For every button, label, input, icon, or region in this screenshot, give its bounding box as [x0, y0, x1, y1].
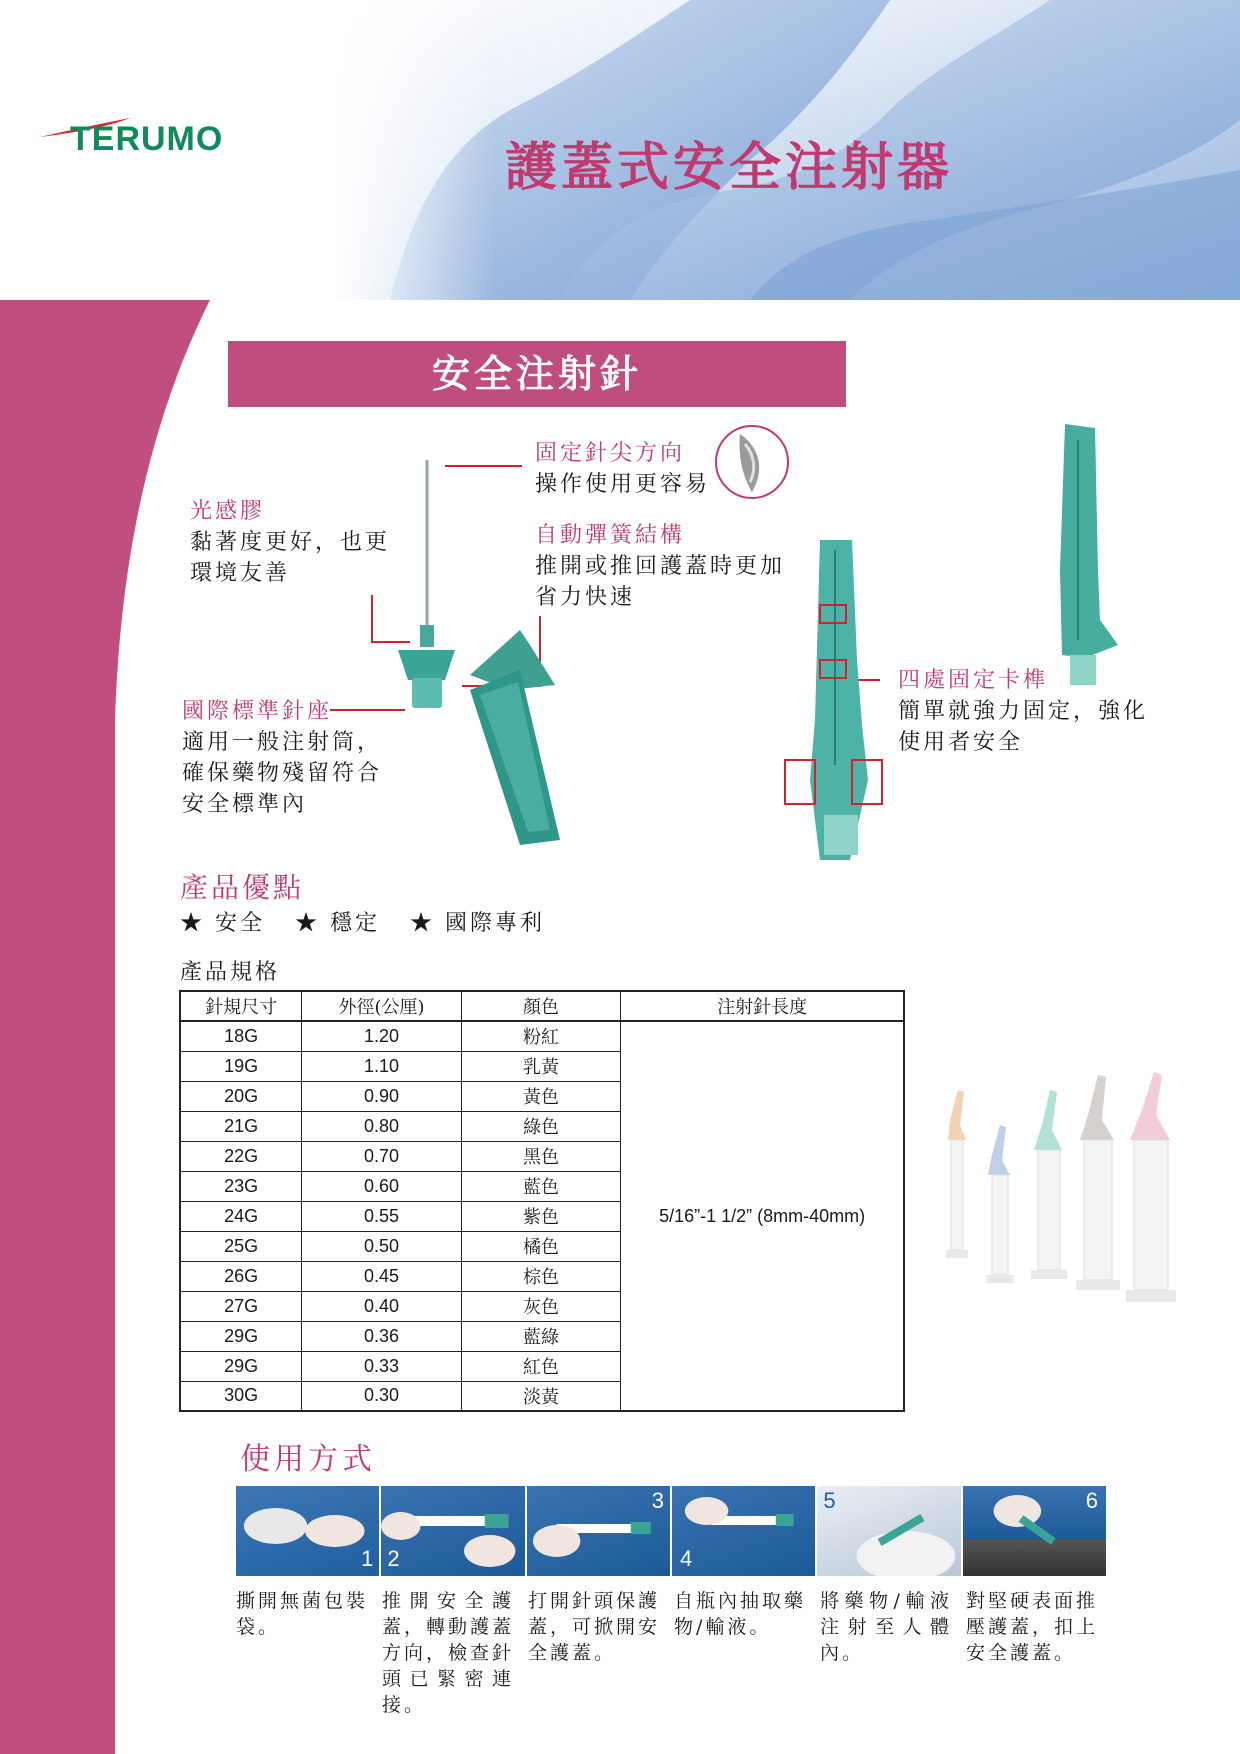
advantage-item: ★ 穩定: [295, 911, 380, 936]
usage-heading: 使用方式: [240, 1442, 376, 1477]
step-number: 2: [387, 1546, 400, 1571]
color-cell: 粉紅: [461, 1021, 621, 1051]
header: [0, 0, 1240, 300]
step-photo: [527, 1486, 672, 1576]
callout-spring-body: 推開或推回護蓋時更加省力快速: [535, 554, 786, 610]
callout-spring: [535, 520, 795, 613]
section-banner: 安全注射針: [228, 341, 846, 407]
color-cell: 橘色: [461, 1231, 621, 1261]
needle-tip-circle-icon: [716, 426, 788, 498]
step-description: 推開安全護蓋，轉動護蓋方向，檢查針頭已緊密連接。: [382, 1590, 515, 1716]
diameter-cell: 0.45: [302, 1261, 462, 1291]
step-4-image: [672, 1486, 815, 1576]
gauge-cell: 20G: [180, 1081, 302, 1111]
gauge-cell: 25G: [180, 1231, 302, 1261]
color-cell: 藍綠: [461, 1321, 621, 1351]
callout-needle-tip-title: 固定針尖方向: [535, 441, 686, 466]
gauge-cell: 26G: [180, 1261, 302, 1291]
color-cell: 灰色: [461, 1291, 621, 1321]
diameter-cell: 0.80: [302, 1111, 462, 1141]
needle-capped-illustration: [785, 540, 882, 860]
color-cell: 棕色: [461, 1261, 621, 1291]
gauge-cell: 24G: [180, 1201, 302, 1231]
step-number: 5: [823, 1488, 836, 1513]
color-cell: 藍色: [461, 1171, 621, 1201]
terumo-logo: [40, 112, 280, 172]
gauge-cell: 23G: [180, 1171, 302, 1201]
advantage-item: ★ 國際專利: [410, 911, 545, 936]
step-1-image: [236, 1486, 379, 1576]
callout-needle-tip: [535, 438, 710, 500]
diameter-cell: 0.55: [302, 1201, 462, 1231]
column-header: 顏色: [461, 991, 621, 1021]
step-number: 6: [1085, 1488, 1098, 1513]
step-2-image: [381, 1486, 524, 1576]
diameter-cell: 0.60: [302, 1171, 462, 1201]
needle-side-illustration: [1060, 424, 1118, 685]
gauge-cell: 22G: [180, 1141, 302, 1171]
usage-step-descriptions: [236, 1588, 1116, 1718]
step-3-image: [527, 1486, 670, 1576]
step-6-image: [963, 1486, 1106, 1576]
color-cell: 黑色: [461, 1141, 621, 1171]
callout-glue-title: 光感膠: [190, 499, 266, 524]
callout-glue: [190, 496, 400, 589]
step-5-image: [817, 1486, 960, 1576]
callout-hub-title: 國際標準針座: [182, 699, 333, 724]
color-cell: 綠色: [461, 1111, 621, 1141]
callout-hub: [182, 696, 402, 820]
color-cell: 紫色: [461, 1201, 621, 1231]
syringes-illustration: [930, 1070, 1200, 1370]
color-cell: 淡黃: [461, 1381, 621, 1411]
logo-wordmark: TERUMO: [70, 120, 224, 158]
diameter-cell: 0.70: [302, 1141, 462, 1171]
table-header-row: [180, 991, 904, 1021]
color-cell: 紅色: [461, 1351, 621, 1381]
step-description: 打開針頭保護蓋，可掀開安全護蓋。: [528, 1590, 661, 1664]
step-photo: [817, 1486, 962, 1576]
column-header: 外徑(公厘): [302, 991, 462, 1021]
diameter-cell: 0.50: [302, 1231, 462, 1261]
step-number: 1: [361, 1546, 374, 1571]
callout-clips-title: 四處固定卡榫: [898, 668, 1049, 693]
gauge-cell: 30G: [180, 1381, 302, 1411]
column-header: 針規尺寸: [180, 991, 302, 1021]
specs-heading: 產品規格: [180, 960, 281, 985]
needle-open-illustration: [398, 460, 560, 845]
callout-needle-tip-body: 操作使用更容易: [535, 472, 711, 497]
step-description: 自瓶內抽取藥物/輸液。: [674, 1590, 807, 1638]
diameter-cell: 1.10: [302, 1051, 462, 1081]
diameter-cell: 0.33: [302, 1351, 462, 1381]
column-header: 注射針長度: [621, 991, 904, 1021]
advantages-list: [180, 906, 545, 937]
diameter-cell: 0.36: [302, 1321, 462, 1351]
step-number: 4: [679, 1546, 693, 1571]
callout-clips: [898, 665, 1158, 758]
diameter-cell: 1.20: [302, 1021, 462, 1051]
callout-spring-title: 自動彈簧結構: [535, 523, 686, 548]
color-cell: 黃色: [461, 1081, 621, 1111]
step-photo: [672, 1486, 817, 1576]
gauge-cell: 18G: [180, 1021, 302, 1051]
diameter-cell: 0.90: [302, 1081, 462, 1111]
diameter-cell: 0.30: [302, 1381, 462, 1411]
step-photo: [236, 1486, 381, 1576]
gauge-cell: 29G: [180, 1351, 302, 1381]
length-cell: 5/16”-1 1/2” (8mm-40mm): [621, 1021, 904, 1411]
advantage-item: ★ 安全: [180, 911, 265, 936]
gauge-cell: 27G: [180, 1291, 302, 1321]
callout-clips-body: 簡單就強力固定，強化使用者安全: [898, 699, 1149, 755]
table-row: [180, 1021, 904, 1051]
usage-photo-strip: [236, 1486, 1106, 1576]
step-description: 將藥物/輸液注射至人體內。: [820, 1590, 952, 1664]
gauge-cell: 29G: [180, 1321, 302, 1351]
callout-glue-body: 黏著度更好，也更環境友善: [190, 530, 391, 586]
product-diagram: [0, 420, 1240, 860]
color-cell: 乳黃: [461, 1051, 621, 1081]
gauge-cell: 21G: [180, 1111, 302, 1141]
step-photo: [381, 1486, 526, 1576]
gauge-cell: 19G: [180, 1051, 302, 1081]
advantages-heading: 產品優點: [180, 871, 305, 904]
step-description: 撕開無菌包裝袋。: [236, 1590, 369, 1638]
spec-table: [179, 990, 905, 1412]
step-photo: [963, 1486, 1106, 1576]
diameter-cell: 0.40: [302, 1291, 462, 1321]
step-number: 3: [651, 1488, 664, 1513]
callout-hub-body: 適用一般注射筒，確保藥物殘留符合安全標準內: [182, 730, 383, 817]
step-description: 對堅硬表面推壓護蓋，扣上安全護蓋。: [966, 1590, 1099, 1664]
page-title: 護蓋式安全注射器: [505, 137, 954, 198]
